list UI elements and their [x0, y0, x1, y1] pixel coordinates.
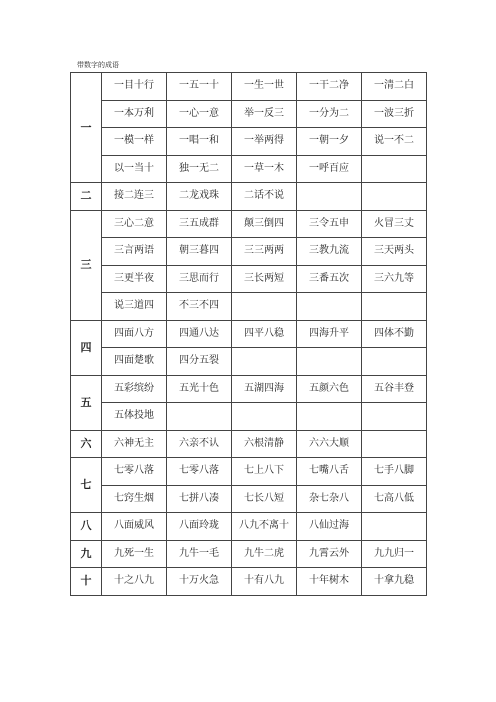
numeral-label: 三	[71, 210, 102, 320]
table-row	[71, 348, 427, 376]
idiom-cell: 独一无二	[167, 155, 232, 183]
idiom-cell: 九死一生	[102, 540, 167, 568]
idiom-cell: 八九不离十	[232, 513, 297, 541]
idiom-cell: 七零八落	[102, 458, 167, 486]
idiom-cell: 六神无主	[102, 430, 167, 458]
idiom-cell: 十万火急	[167, 568, 232, 596]
idiom-table	[70, 72, 427, 596]
idiom-cell: 三六九等	[362, 265, 427, 293]
idiom-cell	[297, 183, 362, 211]
table-row	[71, 458, 427, 486]
idiom-cell: 三教九流	[297, 238, 362, 266]
idiom-cell: 七高八低	[362, 485, 427, 513]
idiom-cell: 六根清静	[232, 430, 297, 458]
idiom-cell: 四体不勤	[362, 320, 427, 348]
idiom-cell: 五彩缤纷	[102, 375, 167, 403]
idiom-cell: 三思而行	[167, 265, 232, 293]
idiom-cell: 一五一十	[167, 73, 232, 101]
idiom-cell	[232, 293, 297, 321]
idiom-cell: 五湖四海	[232, 375, 297, 403]
idiom-cell: 三言两语	[102, 238, 167, 266]
table-row	[71, 568, 427, 596]
idiom-cell: 二话不说	[232, 183, 297, 211]
idiom-cell: 八面威风	[102, 513, 167, 541]
document-title: 带数字的成语	[77, 61, 119, 69]
idiom-cell: 十之八九	[102, 568, 167, 596]
idiom-cell: 六六大顺	[297, 430, 362, 458]
idiom-cell: 七窍生烟	[102, 485, 167, 513]
table-row	[71, 320, 427, 348]
idiom-cell: 八面玲珑	[167, 513, 232, 541]
table-row	[71, 430, 427, 458]
idiom-cell: 四分五裂	[167, 348, 232, 376]
table-row	[71, 375, 427, 403]
numeral-label: 四	[71, 320, 102, 375]
idiom-cell: 一朝一夕	[297, 128, 362, 156]
idiom-cell	[362, 155, 427, 183]
idiom-cell: 一草一木	[232, 155, 297, 183]
table-row	[71, 403, 427, 431]
idiom-cell: 以一当十	[102, 155, 167, 183]
idiom-cell: 颠三倒四	[232, 210, 297, 238]
table-row	[71, 293, 427, 321]
idiom-cell: 十年树木	[297, 568, 362, 596]
idiom-cell: 三更半夜	[102, 265, 167, 293]
idiom-cell	[362, 348, 427, 376]
table-row	[71, 128, 427, 156]
table-row	[71, 540, 427, 568]
idiom-cell	[362, 430, 427, 458]
idiom-cell: 九牛二虎	[232, 540, 297, 568]
table-row	[71, 100, 427, 128]
idiom-cell	[232, 403, 297, 431]
idiom-cell: 四面八方	[102, 320, 167, 348]
idiom-cell: 一模一样	[102, 128, 167, 156]
table-row	[71, 155, 427, 183]
idiom-cell: 七长八短	[232, 485, 297, 513]
idiom-cell: 一呼百应	[297, 155, 362, 183]
numeral-label: 七	[71, 458, 102, 513]
table-row	[71, 238, 427, 266]
idiom-cell: 四平八稳	[232, 320, 297, 348]
numeral-label: 一	[71, 73, 102, 183]
idiom-cell: 火冒三丈	[362, 210, 427, 238]
idiom-cell: 三三两两	[232, 238, 297, 266]
table-row	[71, 73, 427, 101]
idiom-cell: 说三道四	[102, 293, 167, 321]
idiom-cell: 一分为二	[297, 100, 362, 128]
idiom-cell: 朝三暮四	[167, 238, 232, 266]
idiom-cell: 一唱一和	[167, 128, 232, 156]
table-row	[71, 513, 427, 541]
idiom-cell	[297, 348, 362, 376]
idiom-cell: 六亲不认	[167, 430, 232, 458]
idiom-cell: 三心二意	[102, 210, 167, 238]
idiom-cell: 五颜六色	[297, 375, 362, 403]
idiom-cell: 举一反三	[232, 100, 297, 128]
idiom-cell: 一举两得	[232, 128, 297, 156]
idiom-cell: 四面楚歌	[102, 348, 167, 376]
numeral-label: 二	[71, 183, 102, 211]
idiom-cell: 七上八下	[232, 458, 297, 486]
idiom-cell: 一波三折	[362, 100, 427, 128]
idiom-cell: 一清二白	[362, 73, 427, 101]
numeral-label: 八	[71, 513, 102, 541]
idiom-cell	[362, 513, 427, 541]
idiom-cell: 一心一意	[167, 100, 232, 128]
idiom-cell: 接二连三	[102, 183, 167, 211]
table-row	[71, 265, 427, 293]
idiom-cell: 一目十行	[102, 73, 167, 101]
idiom-cell	[232, 348, 297, 376]
table-row	[71, 485, 427, 513]
numeral-label: 六	[71, 430, 102, 458]
idiom-cell: 七手八脚	[362, 458, 427, 486]
idiom-cell: 三五成群	[167, 210, 232, 238]
idiom-cell: 十有八九	[232, 568, 297, 596]
idiom-cell: 三天两头	[362, 238, 427, 266]
idiom-cell	[362, 183, 427, 211]
idiom-cell: 一干二净	[297, 73, 362, 101]
idiom-cell	[297, 293, 362, 321]
idiom-cell	[297, 403, 362, 431]
idiom-cell: 杂七杂八	[297, 485, 362, 513]
idiom-cell	[362, 293, 427, 321]
idiom-cell: 七零八落	[167, 458, 232, 486]
idiom-cell: 八仙过海	[297, 513, 362, 541]
idiom-cell: 一生一世	[232, 73, 297, 101]
idiom-cell: 四海升平	[297, 320, 362, 348]
table-row	[71, 183, 427, 211]
idiom-cell: 二龙戏珠	[167, 183, 232, 211]
idiom-cell: 不三不四	[167, 293, 232, 321]
table-row	[71, 210, 427, 238]
idiom-cell: 说一不二	[362, 128, 427, 156]
idiom-cell: 五谷丰登	[362, 375, 427, 403]
numeral-label: 十	[71, 568, 102, 596]
idiom-cell: 九牛一毛	[167, 540, 232, 568]
idiom-cell	[167, 403, 232, 431]
idiom-cell	[362, 403, 427, 431]
idiom-cell: 七拼八凑	[167, 485, 232, 513]
idiom-cell: 三长两短	[232, 265, 297, 293]
idiom-cell: 四通八达	[167, 320, 232, 348]
idiom-cell: 九霄云外	[297, 540, 362, 568]
idiom-cell: 十拿九稳	[362, 568, 427, 596]
idiom-cell: 九九归一	[362, 540, 427, 568]
numeral-label: 五	[71, 375, 102, 430]
idiom-cell: 五体投地	[102, 403, 167, 431]
idiom-cell: 三番五次	[297, 265, 362, 293]
idiom-cell: 一本万利	[102, 100, 167, 128]
numeral-label: 九	[71, 540, 102, 568]
idiom-cell: 七嘴八舌	[297, 458, 362, 486]
idiom-cell: 五光十色	[167, 375, 232, 403]
idiom-cell: 三令五申	[297, 210, 362, 238]
